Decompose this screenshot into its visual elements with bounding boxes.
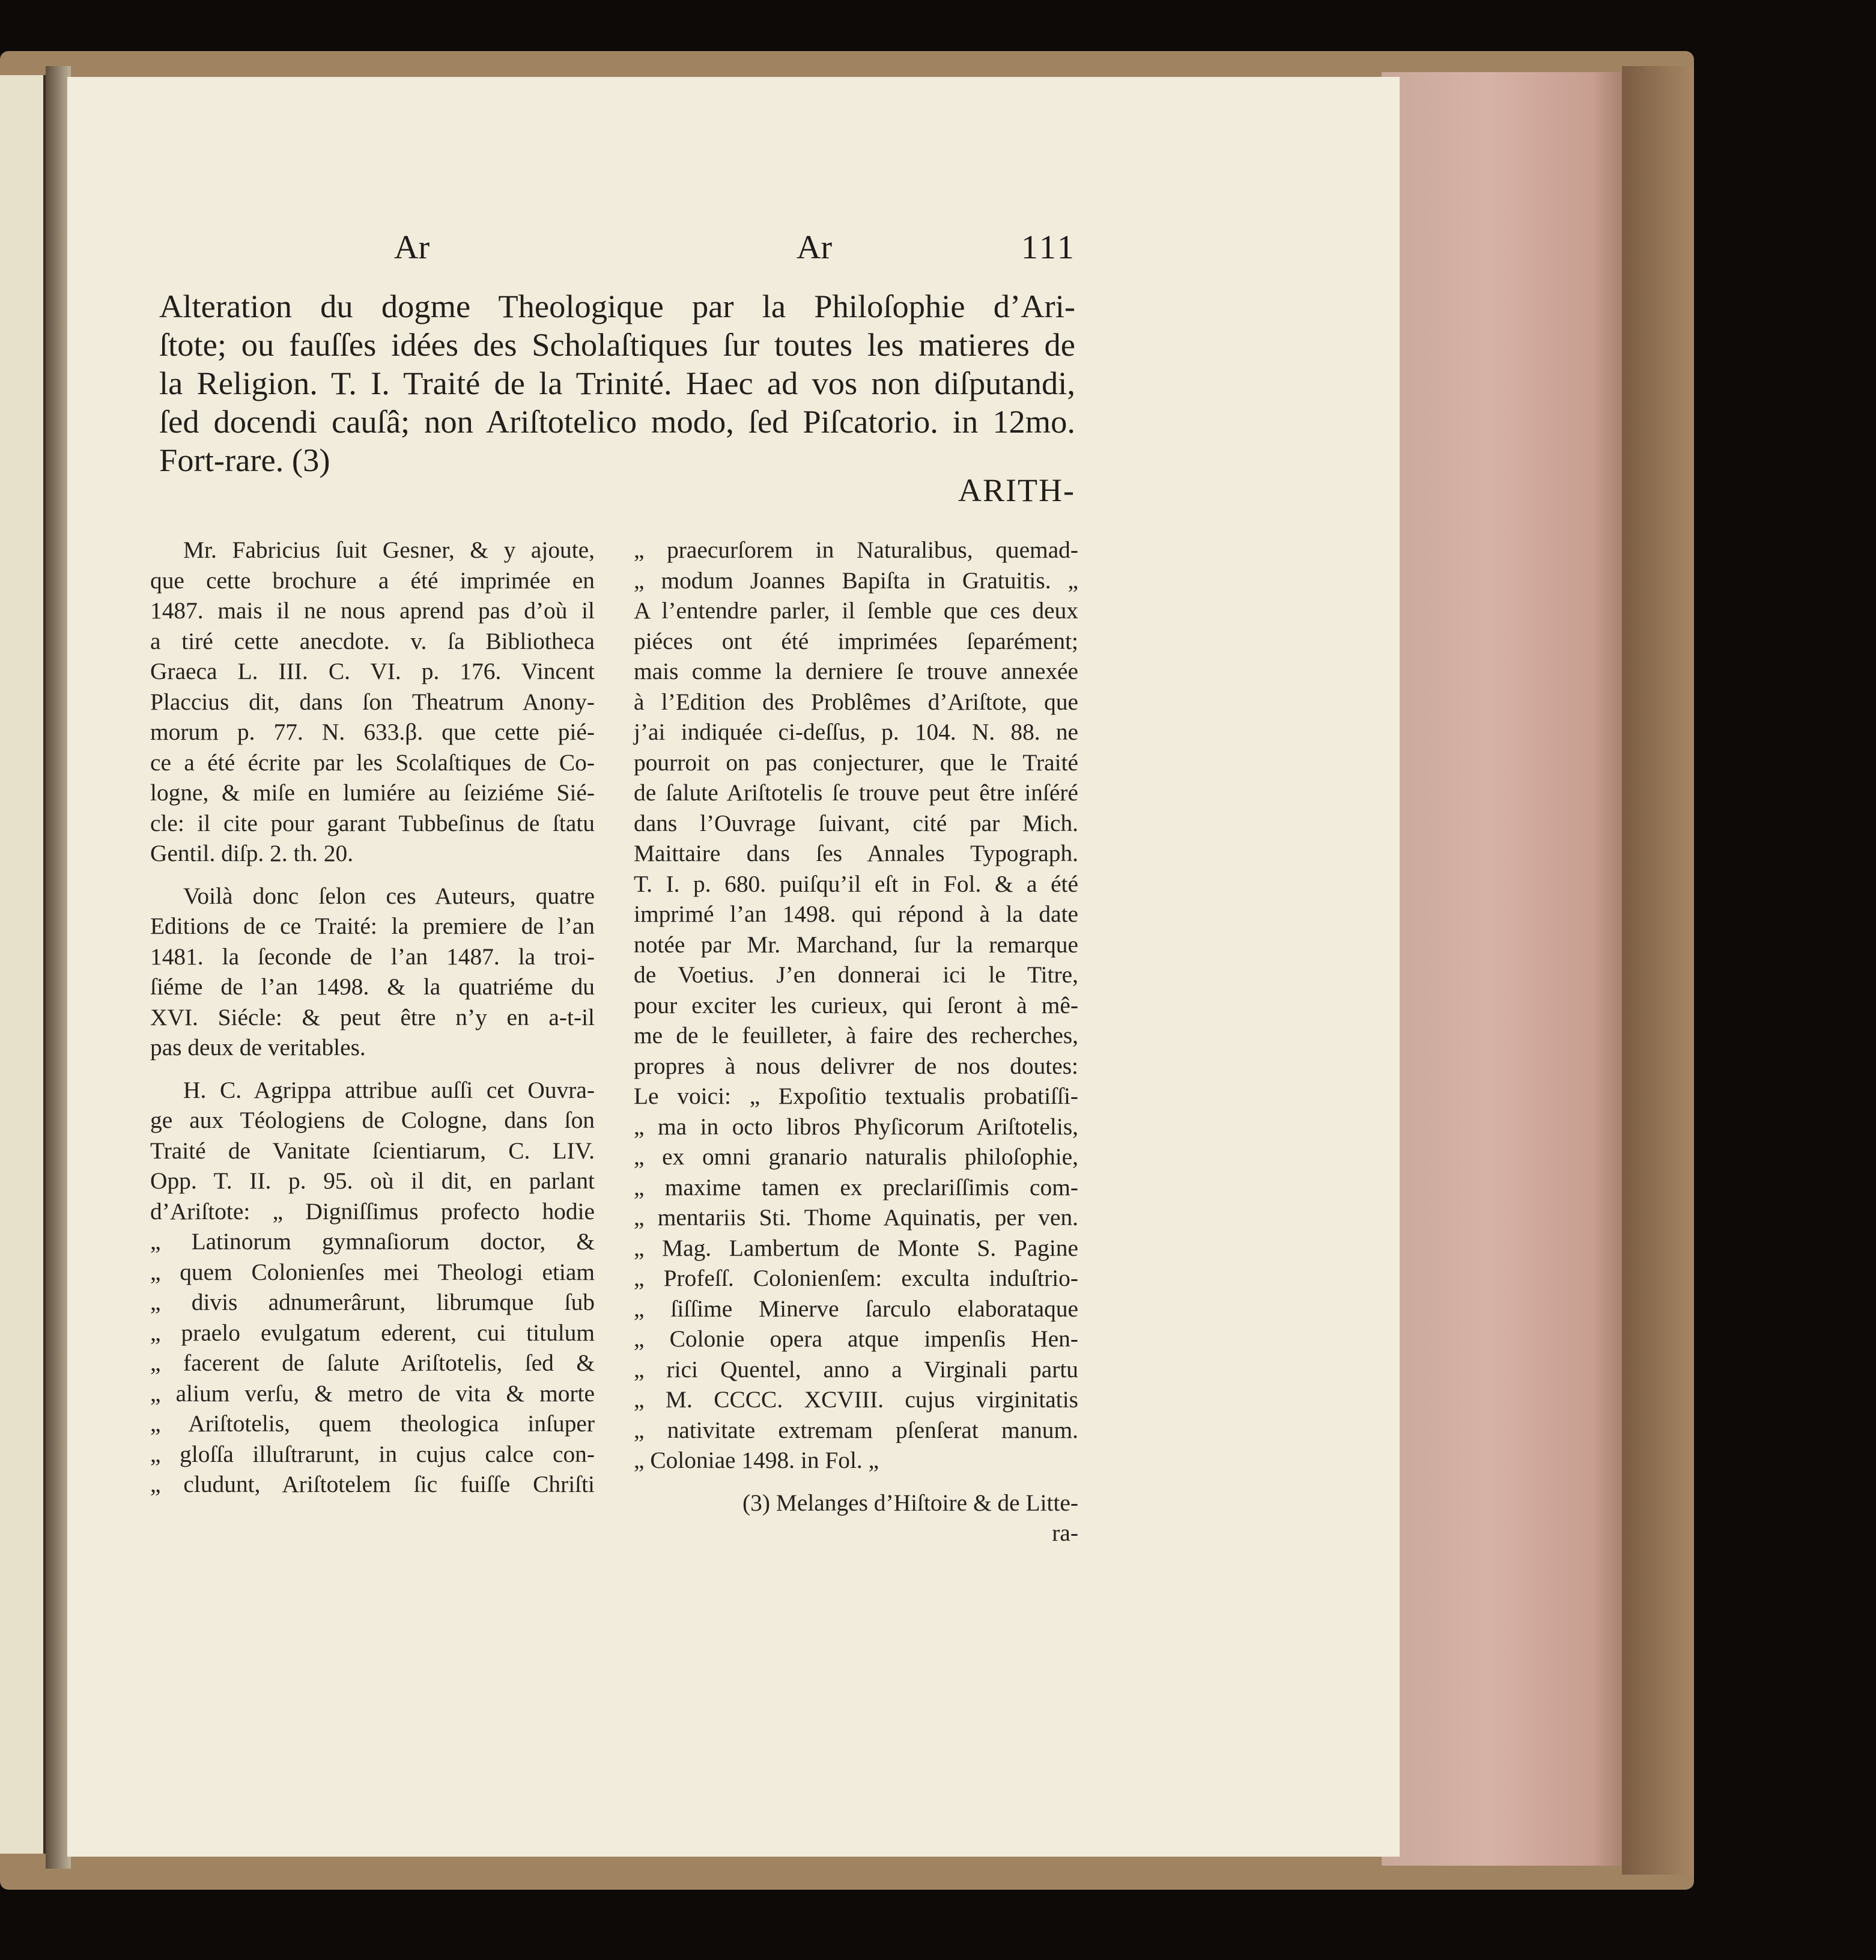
text-line: Le voici: „ Expoſitio textualis probatiſſi- xyxy=(634,1083,1078,1109)
left-page-edge xyxy=(0,75,46,1854)
text-line: „ praelo evulgatum ederent, cui titulum xyxy=(150,1319,595,1346)
title-line: la Religion. T. I. Traité de la Trinité. Haec ad vos non diſputandi, xyxy=(159,365,1075,401)
text-line: Placcius dit, dans ſon Theatrum Anony- xyxy=(150,688,595,715)
text-line: piéces ont été imprimées ſeparément; xyxy=(634,627,1078,654)
text-line: „ Colonie opera atque impenſis Hen- xyxy=(634,1325,1078,1352)
text-line: pas deux de veritables. xyxy=(150,1034,366,1061)
page-fore-edge xyxy=(1382,72,1646,1866)
text-line: de Voetius. J’en donnerai ici le Titre, xyxy=(634,961,1078,988)
catchword: ARITH- xyxy=(958,472,1075,508)
text-line: que cette brochure a été imprimée en xyxy=(150,567,595,594)
text-line: XVI. Siécle: & peut être n’y en a-t-il xyxy=(150,1003,595,1030)
text-line: A l’entendre parler, il ſemble que ces deux xyxy=(634,597,1078,624)
text-line: Gentil. diſp. 2. th. 20. xyxy=(150,840,354,866)
text-line: 1481. la ſeconde de l’an 1487. la troi- xyxy=(150,943,595,970)
text-line: pour exciter les curieux, qui ſeront à mê- xyxy=(634,991,1078,1018)
text-line: „ divis adnumerârunt, librumque ſub xyxy=(150,1289,595,1315)
text-line: „ cludunt, Ariſtotelem ſic fuiſſe Chriſti xyxy=(150,1471,595,1497)
page-number: 111 xyxy=(1021,229,1076,266)
footnote xyxy=(634,1488,1078,1548)
text-line: „ quem Colonienſes mei Theologi etiam xyxy=(150,1258,595,1285)
title-line: ſtote; ou fauſſes idées des Scholaſtiques ſur toutes les matieres de xyxy=(159,326,1075,363)
text-line: Traité de Vanitate ſcientiarum, C. LIV. xyxy=(150,1137,595,1164)
footnote-catchword: ra- xyxy=(1052,1520,1078,1546)
paragraph xyxy=(150,535,595,869)
text-line: ſiéme de l’an 1498. & la quatriéme du xyxy=(150,973,595,1000)
text-line: „ Latinorum gymnaſiorum doctor, & xyxy=(150,1228,595,1255)
paragraph xyxy=(634,535,1078,1476)
text-line: 1487. mais il ne nous aprend pas d’où il xyxy=(150,597,595,624)
text-line: a tiré cette anecdote. v. ſa Bibliotheca xyxy=(150,627,595,654)
text-line: pourroit on pas conjecturer, que le Traité xyxy=(634,749,1078,776)
title-line: Fort-rare. (3) xyxy=(159,442,330,478)
text-line: d’Ariſtote: „ Digniſſimus profecto hodie xyxy=(150,1198,595,1225)
text-line: notée par Mr. Marchand, ſur la remarque xyxy=(634,931,1078,958)
text-line: T. I. p. 680. puiſqu’il eſt in Fol. & a été xyxy=(634,870,1078,897)
text-line: „ facerent de ſalute Ariſtotelis, ſed & xyxy=(150,1350,595,1376)
text-line: j’ai indiquée ci-deſſus, p. 104. N. 88. ne xyxy=(634,719,1078,745)
text-line: „ modum Joannes Bapiſta in Gratuitis. „ xyxy=(634,567,1078,594)
title-line: Alteration du dogme Theologique par la Philoſophie d’Ari- xyxy=(159,288,1075,324)
text-line: Mr. Fabricius ſuit Gesner, & y ajoute, xyxy=(183,537,595,563)
text-line: „ nativitate extremam pſenſerat manum. xyxy=(634,1416,1078,1443)
title-line: ſed docendi cauſâ; non Ariſtotelico modo, ſed Piſcatorio. in 12mo. xyxy=(159,403,1075,440)
text-line: cle: il cite pour garant Tubbeſinus de ſtatu xyxy=(150,809,595,836)
text-line: „ ſiſſime Minerve ſarculo elaborataque xyxy=(634,1295,1078,1322)
text-line: „ ma in octo libros Phyſicorum Ariſtotelis, xyxy=(634,1113,1078,1140)
text-line: H. C. Agrippa attribue auſſi cet Ouvra- xyxy=(183,1076,595,1103)
text-line: imprimé l’an 1498. qui répond à la date xyxy=(634,901,1078,927)
text-line: ce a été écrite par les Scolaſtiques de Co- xyxy=(150,749,595,776)
paragraph xyxy=(150,1075,595,1500)
right-column xyxy=(634,535,1078,1548)
text-line: Maittaire dans ſes Annales Typograph. xyxy=(634,840,1078,866)
text-line: Voilà donc ſelon ces Auteurs, quatre xyxy=(183,882,595,909)
text-line: „ Coloniae 1498. in Fol. „ xyxy=(634,1447,879,1473)
text-line: „ rici Quentel, anno a Virginali partu xyxy=(634,1356,1078,1383)
text-line: „ Mag. Lambertum de Monte S. Pagine xyxy=(634,1234,1078,1261)
text-line: dans l’Ouvrage ſuivant, cité par Mich. xyxy=(634,809,1078,836)
text-line: „ praecurſorem in Naturalibus, quemad- xyxy=(634,537,1078,563)
text-line: „ Profeſſ. Colonienſem: exculta induſtrio- xyxy=(634,1265,1078,1291)
text-line: „ mentariis Sti. Thome Aquinatis, per ven. xyxy=(634,1204,1078,1231)
left-column xyxy=(150,535,595,1512)
text-line: morum p. 77. N. 633.β. que cette pié- xyxy=(150,719,595,745)
running-head-left: Ar xyxy=(394,229,430,266)
text-line: „ Ariſtotelis, quem theologica inſuper xyxy=(150,1410,595,1437)
paragraph xyxy=(150,881,595,1063)
footnote-text: (3) Melanges d’Hiſtoire & de Litte- xyxy=(742,1489,1078,1516)
text-line: „ maxime tamen ex preclariſſimis com- xyxy=(634,1173,1078,1201)
text-line: Opp. T. II. p. 95. où il dit, en parlant xyxy=(150,1167,595,1194)
text-line: mais comme la derniere ſe trouve annexée xyxy=(634,658,1078,684)
text-line: „ M. CCCC. XCVIII. cujus virginitatis xyxy=(634,1386,1078,1413)
entry-title xyxy=(159,287,1075,479)
text-line: propres à nous delivrer de nos doutes: xyxy=(634,1052,1078,1079)
text-line: ge aux Téologiens de Cologne, dans ſon xyxy=(150,1107,595,1133)
book-board-edge xyxy=(1622,66,1694,1875)
running-head-center: Ar xyxy=(797,229,833,266)
text-line: me de le feuilleter, à faire des recherches, xyxy=(634,1022,1078,1048)
text-line: à l’Edition des Problêmes d’Ariſtote, que xyxy=(634,688,1078,715)
text-line: „ ex omni granario naturalis philoſophie, xyxy=(634,1143,1078,1170)
text-line: Graeca L. III. C. VI. p. 176. Vincent xyxy=(150,658,595,684)
text-line: „ alium verſu, & metro de vita & morte xyxy=(150,1380,595,1407)
text-line: logne, & miſe en lumiére au ſeiziéme Sié- xyxy=(150,779,595,806)
text-line: de ſalute Ariſtotelis ſe trouve peut être inſéré xyxy=(634,779,1078,806)
text-line: Editions de ce Traité: la premiere de l’an xyxy=(150,913,595,939)
text-line: „ gloſſa illuſtrarunt, in cujus calce con- xyxy=(150,1440,595,1467)
